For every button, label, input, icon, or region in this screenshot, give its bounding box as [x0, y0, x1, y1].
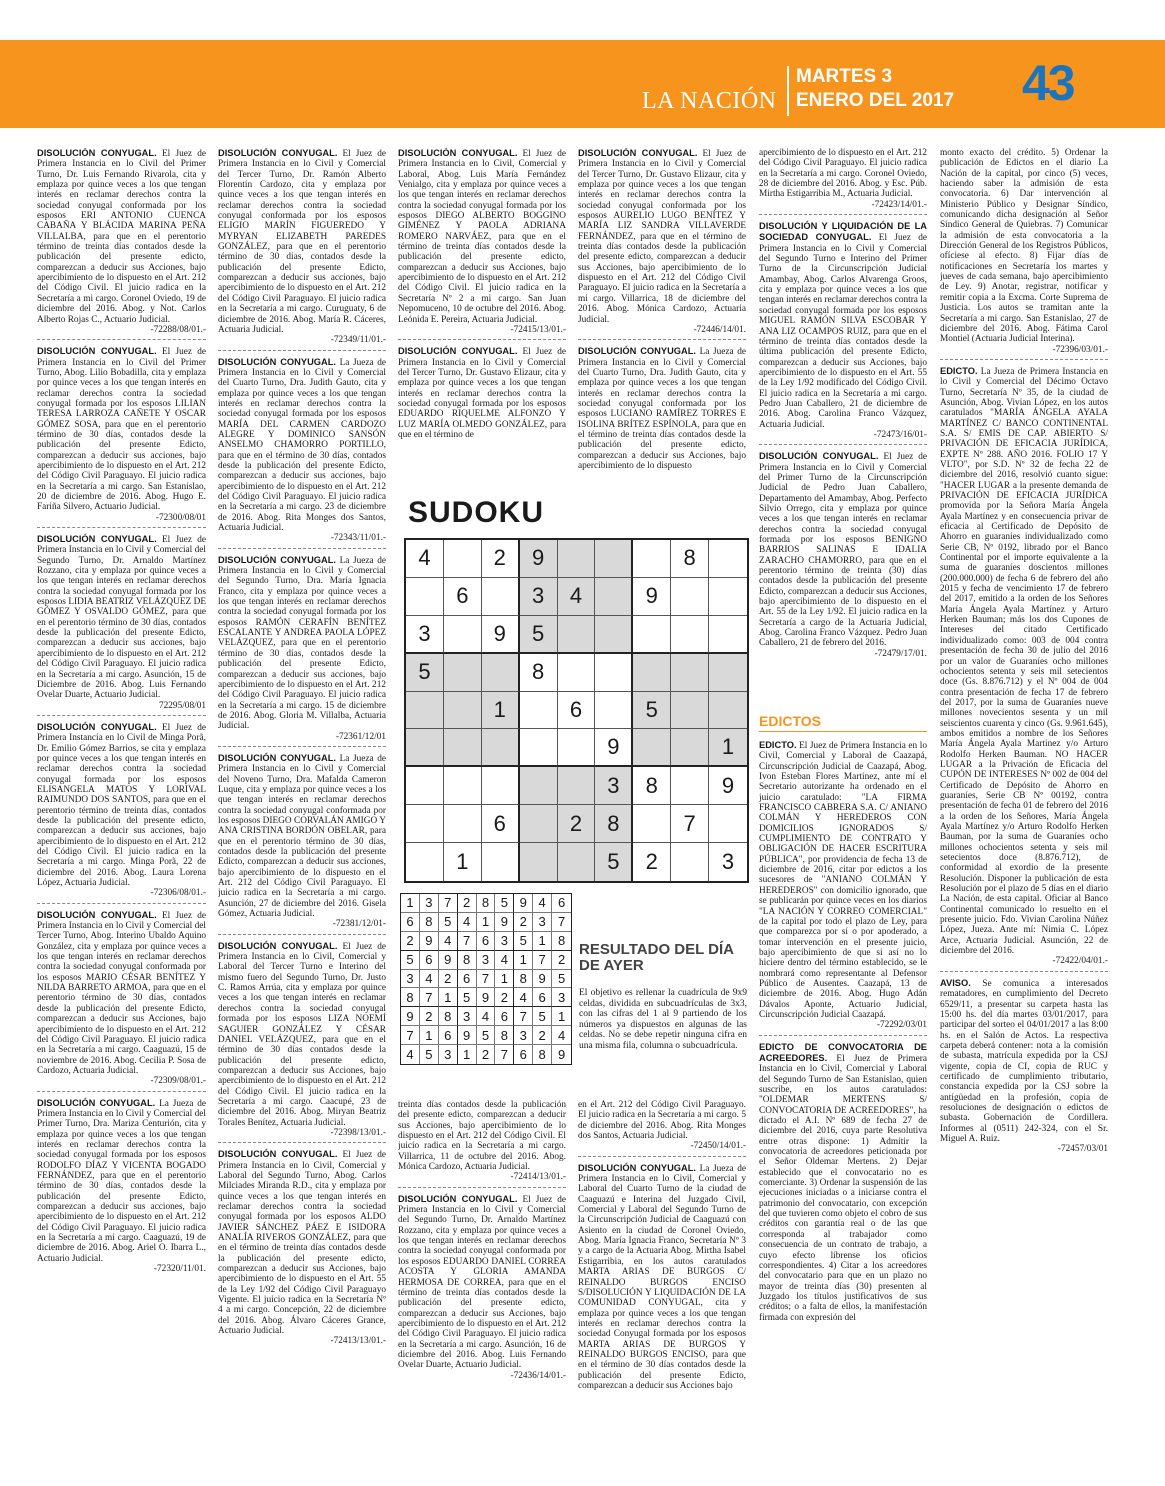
sudoku-cell: [482, 654, 520, 692]
notice-reference: -72423/14/01.-: [871, 199, 927, 210]
notice-text: Se comunica a interesados rematadores, en cumplimiento del Decreto 6529/11, a presentar su carpeta hasta las 15:00 hs. del día martes 03/01/2017, para participar del sorteo el 04/01/2017 a las 8:00 hs. en el Salón de Actos. La respectiva carpeta deberá contener: nota a la comisión de subasta, matrícula expedida por la CSJ vigente, copia de CI, copia de RUC y certificado de cumplimiento tributario, constancia expedida por la CSJ sobre la antigüedad en la profesión, copia de resoluciones de designación o edictos de subasta. Gobernación de Cordillera. Informes al (0511) 242-324, con el Sr. Miguel A. Ruiz.: [940, 978, 1108, 1144]
sudoku-cell: 1: [709, 729, 747, 767]
solution-cell: 1: [514, 951, 533, 970]
solution-cell: 2: [458, 894, 477, 913]
notice: [398, 1194, 566, 1385]
solution-cell: 1: [458, 1045, 477, 1064]
notice: [37, 910, 206, 1092]
sudoku-cell: [595, 692, 633, 730]
solution-cell: 7: [552, 913, 571, 932]
notice-text: El Juez de Primera Instancia en lo Civil de Minga Porã, Dr. Emilio Gómez Barrios, se cita y emplaza por quince veces a los que tengan interés en reclamar derechos contra la sociedad conyugal formada por los esposos ELISANGELA MATOS Y LORIVAL RAIMUNDO DOS SANTOS, para que en el perentorio término de treinta días, contados desde la publicación del presente edicto, comparezcan a deducir sus acciones, bajo apercibimiento de lo dispuesto en el Art. 212 del Código Civil. El juicio radica en la Secretaría a mi cargo. Minga Porã, 22 de diciembre del 2016. Abog. Laura Lorena López, Actuaria Judicial.: [37, 722, 206, 889]
sudoku-cell: [671, 767, 709, 805]
sudoku-cell: [671, 654, 709, 692]
notice-heading: AVISO.: [940, 977, 971, 988]
sudoku-cell: 6: [444, 578, 482, 616]
notice-heading: DISOLUCIÓN CONYUGAL.: [37, 346, 157, 357]
notice-reference: -72450/14/01.-: [690, 1141, 746, 1152]
sudoku-cell: [482, 843, 520, 881]
notice-text: El Juez de Primera Instancia en lo Civil y Comercial del Tercer Turno, Dr. Gustavo Elizaur, cita y emplaza por quince veces a los que tengan interés en reclamar derechos contra la sociedad conyugal conformada por los esposos AURELIO LUGO BENÍTEZ Y MARÍA LIZ SANDRA VILLAVERDE FERNÁNDEZ, para que en el término de treinta días contados desde la publicación del presente edicto, comparezcan a deducir sus Acciones, bajo apercibimiento de lo dispuesto en el Art. 212 del Código Civil Paraguayo. El juicio radica en la Secretaría a mi cargo. Villarrica, 18 de diciembre del 2016. Abog. Mónica Cardozo, Actuaria Judicial.: [578, 149, 746, 325]
notice: [940, 366, 1108, 972]
solution-cell: 1: [533, 932, 552, 951]
notice-reference: -72422/04/01.-: [1052, 956, 1108, 967]
solution-cell: 3: [533, 913, 552, 932]
sudoku-cell: [709, 540, 747, 578]
notice-heading: DISOLUCIÓN CONYUGAL.: [398, 346, 518, 357]
solution-cell: 6: [439, 1026, 458, 1045]
sudoku-cell: [444, 616, 482, 654]
sudoku-instructions: El objetivo es rellenar la cuadrícula de 9x9 celdas, dividida en subcuadrículas de 3x3, con las cifras del 1 al 9 partiendo de los números ya dispuestos en algunas de las celdas. No se debe repetir ninguna cifra en una misma fila, columna o subcuadrícula.: [579, 988, 747, 1051]
notice: [218, 357, 386, 549]
notice-text: en el Art. 212 del Código Civil Paraguayo. El juicio radica en la Secretaría a mi cargo. 5 de diciembre del 2016. Abog. Rita Monges dos Santos, Actuaria Judicial.: [578, 1100, 746, 1142]
notice-heading: DISOLUCIÓN CONYUGAL.: [37, 148, 157, 158]
sudoku-cell: [520, 767, 558, 805]
notice: [218, 753, 386, 935]
sudoku-cell: [671, 729, 709, 767]
notice-text: El Juez de Primera Instancia en lo Civil, Comercial y Laboral de Caazapá, Circunscripción Judicial de Caazapá, Abog. Ivon Esteban Flores Martínez, ante mí el Secretario autorizante ha ordenado en el juicio caratulado: "LA FIRMA FRANCISCO CABRERA S.A. C/ ANIANO COLMÁN Y HEREDEROS CON DOMICILIOS IGNORADOS S/ CUMPLIMIENTO DE CONTRATO Y OBLIGACIÓN DE HACER ESCRITURA PÚBLICA", por providencia de fecha 13 de diciembre de 2016, citar por edictos a los sucesores de "ANIANO COLMÁN Y HEREDEROS" con domicilio ignorado, que se publicarán por quince veces en los diarios "LA NACIÓN Y CORREO COMERCIAL" de la capital por todo el plazo de Ley, para que comparezca por sí o por apoderado, a tomar intervención en el presente juicio, bajo apercibimiento de que si así no lo hiciere dentro del término establecido, se le nombrará como representante al Defensor Público de Ausentes. Caazapá, 13 de diciembre de 2016. Abog. Hugo Adán Dávalos Aponte, Actuario Judicial, Circunscripción Judicial Caazapá.: [759, 741, 927, 1020]
notice-reference: -72415/13/01.-: [510, 324, 566, 335]
solution-cell: 3: [514, 1026, 533, 1045]
notice: [218, 555, 386, 747]
notice-heading: DISOLUCIÓN CONYUGAL.: [218, 1149, 338, 1160]
notice: [37, 1098, 206, 1279]
notice-heading: DISOLUCIÓN CONYUGAL.: [218, 148, 338, 158]
sudoku-cell: 3: [709, 843, 747, 881]
solution-cell: 3: [420, 894, 439, 913]
notice-reference: -72309/08/01.-: [150, 1076, 206, 1087]
notice-text: El Juez de Primera Instancia en lo Civil del Primer Turno, Dr. Luis Fernando Rivarola, cita y emplaza por quince veces a los que tengan interés en reclamar derechos contra la sociedad conyugal conformada por los esposos ERI ANTONIO CUENCA CABAÑA Y BLÁCIDA MARINA PEÑA VILLALBA, para que en el perentorio término de treinta días contados desde la publicación del presente edicto, comparezcan a deducir sus Acciones, bajo apercibimiento de lo dispuesto en el Art. 212 del Código Civil. El juicio radica en la Secretaría a mi cargo. Coronel Oviedo, 19 de diciembre del 2016. Abog. y Not. Carlos Alberto Rojas C., Actuario Judicial.: [37, 149, 206, 325]
notice: [759, 451, 927, 663]
solution-cell: 5: [533, 1007, 552, 1026]
notice-reference: -72396/03/01.-: [1052, 344, 1108, 355]
sudoku-cell: 9: [595, 729, 633, 767]
sudoku-solution-grid: [400, 893, 572, 1065]
sudoku-cell: [520, 843, 558, 881]
notice-heading: DISOLUCIÓN CONYUGAL.: [578, 148, 698, 158]
notice-heading: DISOLUCIÓN CONYUGAL.: [37, 1097, 156, 1108]
notice-text: treinta días contados desde la publicación del presente edicto, comparezcan a deducir sus Acciones, bajo apercibimiento de lo dispuesto en el Art. 212 del Código Civil. El juicio radica en la Secretaría a mi cargo. Villarrica, 11 de octubre del 2016. Abog. Mónica Cardozo, Actuaria Judicial.: [398, 1100, 566, 1173]
sudoku-cell: [595, 578, 633, 616]
notice-reference: -72361/12/01: [335, 731, 386, 742]
sudoku-cell: 8: [633, 767, 671, 805]
notice: [578, 148, 746, 340]
notice-reference: -72479/17/01.: [874, 648, 927, 659]
column-2: [218, 148, 386, 1448]
edictos-section: [759, 713, 927, 1453]
sudoku-cell: [633, 729, 671, 767]
sudoku-cell: [633, 654, 671, 692]
sudoku-cell: [709, 654, 747, 692]
sudoku-cell: 8: [520, 654, 558, 692]
solution-cell: 4: [401, 1045, 420, 1064]
solution-cell: 1: [552, 1007, 571, 1026]
sudoku-cell: [558, 616, 596, 654]
sudoku-cell: [482, 578, 520, 616]
notice-heading: DISOLUCIÓN Y LIQUIDACIÓN DE LA SOCIEDAD CONYUGAL.: [759, 221, 927, 243]
solution-cell: 2: [552, 951, 571, 970]
notice-reference: -72320/11/01.: [153, 1264, 206, 1275]
notice-reference: -72306/08/01.-: [150, 888, 206, 899]
sudoku-cell: [406, 729, 444, 767]
solution-cell: 6: [552, 894, 571, 913]
sudoku-cell: 1: [482, 692, 520, 730]
solution-cell: 2: [420, 1007, 439, 1026]
notice-reference: 72295/08/01: [158, 700, 206, 711]
date-line-2: ENERO DEL 2017: [796, 90, 955, 111]
solution-cell: 4: [533, 894, 552, 913]
sudoku-cell: [671, 616, 709, 654]
solution-cell: 8: [458, 951, 477, 970]
notice-heading: DISOLUCIÓN CONYUGAL.: [37, 534, 157, 545]
solution-cell: 1: [439, 988, 458, 1007]
solution-cell: 4: [495, 951, 514, 970]
sudoku-cell: [520, 729, 558, 767]
solution-cell: 1: [477, 913, 496, 932]
sudoku-cell: 5: [520, 616, 558, 654]
edictos-list: [759, 740, 927, 1327]
notice-text: El Juez de Primera Instancia en lo Civil, Comercial y Laboral del Tercer Turno e Interino del mismo fuero del Segundo Turno, Dr. Justo C. Ramos Arrúa, cita y emplaza por quince veces a los que tengan interés en reclamar derechos contra la sociedad conyugal formada por los esposos LIZA NOEMÍ SAGUIER GONZÁLEZ Y CÉSAR DANIEL VELÁZQUEZ, para que en el término de 30 días contados desde la publicación del presente edicto, comparezcan a deducir sus Acciones, bajo apercibimiento de lo dispuesto en el Art. 212 del Código Civil. El juicio radica en la Secretaría a mi cargo. Caacupé, 23 de diciembre del 2016. Abog. Miryan Beatriz Torales Benítez, Actuaria Judicial.: [218, 941, 386, 1128]
sudoku-cell: 2: [558, 805, 596, 843]
notice: [398, 1100, 566, 1188]
sudoku-cell: 1: [444, 843, 482, 881]
solution-cell: 3: [401, 970, 420, 989]
sudoku-cell: [558, 729, 596, 767]
sudoku-cell: [671, 843, 709, 881]
solution-cell: 9: [514, 894, 533, 913]
sudoku-cell: [444, 767, 482, 805]
column-4-bottom: [578, 1100, 746, 1455]
solution-cell: 7: [514, 1007, 533, 1026]
notice-text: El Juez de Primera Instancia en lo Civil y Comercial del Segundo Turno, Dr. Arnaldo Martínez Rozzano, cita y emplaza por quince veces a los que tengan interés en reclamar derechos contra la sociedad conyugal formada por los esposos LIDIA BEATRIZ VELÁZQUEZ DE GÓMEZ Y OSVALDO GÓMEZ, para que en el perentorio término de 30 días, contados desde la publicación del presente Edicto, comparezcan a deducir sus acciones, bajo apercibimiento de lo dispuesto en el Art. 212 del Código Civil Paraguayo. El juicio radica en la Secretaría a mi cargo. Asunción, 15 de Diciembre de 2016. Abog. Luis Fernando Ovelar Duarte, Actuario Judicial.: [37, 535, 206, 701]
column-4-top: [578, 148, 746, 488]
notice: [759, 740, 927, 1036]
solution-cell: 9: [439, 951, 458, 970]
notice-text: monto exacto del crédito. 5) Ordenar la publicación de Edictos en el diario La Nación de la capital, por cinco (5) veces, haciendo saber la admisión de esta convocatoria. 6) Dar intervención al Ministerio Público y Designar Síndico, comunicando dicha designación al Señor Síndico General de Quiebras. 7) Comunicar la admisión de esta convocatoria a la Dirección General de los Registros Públicos, ofíciese al efecto. 8) Fijar días de notificaciones en Secretaría los martes y jueves de cada semana, bajo apercibimiento de Ley. 9) Anotar, registrar, notificar y remitir copia a la Excma. Corte Suprema de Justicia. Los autos se tramitan ante la Secretaría a mi cargo. San Estanislao, 27 de diciembre del 2016. Abog. Fátima Carol Montiel (Actuaria Judicial Interina).: [940, 148, 1108, 345]
notice-text: El Juez de Primera Instancia en lo Civil y Comercial del Tercer Turno, Abog. Interino Ubaldo Aquino González, cita y emplaza por quince veces a los que tengan interés en reclamar derechos contra la sociedad conyugal conformada por los esposos MARIO CÉSAR BENÍTEZ Y NILDA BARRETO ARMOA, para que en el perentorio término de 30 días, contados desde la publicación del presente Edicto, comparezcan a deducir sus Acciones, bajo apercibimiento de lo dispuesto en el Art. 212 del Código Civil Paraguayo. El juicio radica en la Secretaría a mi cargo. Caaguazú, 15 de noviembre de 2016. Abog. Cecilia P. Sosa de Cardozo, Actuaria Judicial.: [37, 910, 206, 1076]
sudoku-cell: [671, 578, 709, 616]
solution-cell: 9: [495, 913, 514, 932]
solution-cell: 9: [557, 1047, 566, 1063]
notice-heading: DISOLUCIÓN CONYUGAL.: [218, 940, 338, 951]
solution-cell: 6: [458, 970, 477, 989]
sudoku-cell: [595, 654, 633, 692]
notice: [940, 978, 1108, 1159]
sudoku-cell: [406, 578, 444, 616]
solution-cell: 3: [477, 951, 496, 970]
solution-cell: 7: [420, 988, 439, 1007]
solution-cell: 7: [495, 1045, 514, 1064]
solution-cell: 2: [439, 970, 458, 989]
solution-cell: 8: [533, 1045, 552, 1064]
notice-text: La Jueza de Primera Instancia en lo Civil y Comercial del Cuarto Turno, Dra. Judith Gauto, cita y emplaza por quince veces a los que tengan interés en reclamar derechos contra la sociedad conyugal conformada por los esposos LUCIANO RAMÍREZ TORRES E ISOLINA BRÍTEZ ESPÍNOLA, para que en el término de treinta días contados desde la publicación del presente edicto, comparezcan a deducir sus Acciones, bajo apercibimiento de lo dispuesto: [578, 347, 746, 471]
sudoku-cell: [633, 540, 671, 578]
sudoku-cell: [633, 616, 671, 654]
sudoku-cell: [558, 654, 596, 692]
sudoku-cell: [482, 729, 520, 767]
notice: [218, 1149, 386, 1351]
solution-cell: 4: [439, 932, 458, 951]
notice-heading: DISOLUCIÓN CONYUGAL.: [218, 752, 336, 763]
notice: [759, 148, 927, 215]
solution-cell: 3: [495, 932, 514, 951]
solution-cell: 8: [495, 1026, 514, 1045]
sudoku-cell: 5: [595, 843, 633, 881]
notice-heading: EDICTO.: [759, 740, 797, 750]
solution-cell: 6: [495, 1007, 514, 1026]
solution-cell: 5: [514, 932, 533, 951]
solution-cell: 6: [514, 1045, 533, 1064]
notice: [218, 148, 386, 351]
notice-text: La Jueza de Primera Instancia en lo Civil y Comercial del Segundo Turno, Dra. María Ignacia Franco, cita y emplaza por quince veces a los que tengan interés en reclamar derechos contra la sociedad conyugal formada por los esposos RAMÓN CERAFÍN BENÍTEZ ESCALANTE Y ANDREA PAOLA LÓPEZ VELÁZQUEZ, para que en el perentorio término de 30 días, contados desde la publicación del presente Edicto, comparezcan a deducir sus acciones, bajo apercibimiento de lo dispuesto en el Art. 212 del Código Civil Paraguayo. El juicio radica en la Secretaría a mi cargo. 15 de diciembre de 2016. Abog. Gloria M. Villalba, Actuaria Judicial.: [218, 555, 386, 732]
column-5: [759, 148, 927, 708]
notice: [940, 148, 1108, 360]
newspaper-brand: LA NACIÓN: [642, 88, 777, 114]
solution-cell: 3: [458, 1007, 477, 1026]
notice-heading: DISOLUCIÓN CONYUGAL.: [578, 1162, 696, 1173]
solution-cell: 9: [420, 932, 439, 951]
notice-heading: DISOLUCIÓN CONYUGAL.: [37, 721, 157, 732]
page-header: [0, 40, 1165, 128]
notice-text: El Juez de Primera Instancia en lo Civil y Comercial del Tercer Turno, Dr. Gustavo Elizaur, cita y emplaza por quince veces a los que tengan interés en reclamar derechos contra la sociedad conyugal formada por los esposos EDUARDO RIQUELME ALFONZO Y LUZ MARÍA OLMEDO GONZÁLEZ, para que en el término de: [398, 347, 566, 440]
notice-text: El Juez de Primera Instancia en lo Civil, Comercial y Laboral del Segundo Turno de San Estanislao, quien suscribe, en los autos caratulados: "OLDEMAR MERTENS S/ CONVOCATORIA DE ACREEDORES", ha dictado el A.I. Nº 689 de fecha 27 de diciembre del 2016, cuya parte Resolutiva entre otras dispone: 1) Admitir la convocatoria de acreedores peticionada por el Señor Oldemar Mertens. 2) Dejar establecido que el convocatario no es comerciante. 3) Ordenar la suspensión de las ejecuciones iniciadas o a iniciarse contra el patrimonio del convocatario, con excepción del que tuvieren como objeto el cobro de sus créditos con garantía real o de las que corresponda al trabajador como consecuencia de un contrato de trabajo, a cuyo efecto líbrense los oficios correspondientes. 4) Citar a los acreedores del convocatario para que en un plazo no mayor de treinta días (30) presenten al Juzgado los títulos justificativos de sus créditos; o a falta de ellos, la manifestación firmada con expresión del: [759, 1053, 927, 1323]
sudoku-cell: [444, 805, 482, 843]
sudoku-cell: [406, 692, 444, 730]
date-line-1: MARTES 3: [796, 66, 893, 87]
sudoku-cell: 6: [558, 692, 596, 730]
notice-text: El Juez de Primera Instancia en lo Civil y Comercial del Segundo Turno, Dr. Arnaldo Martínez Rozzano, cita y emplaza por quince veces a los que tengan interés en reclamar derechos contra la sociedad conyugal conformada por los esposos EDUARDO DANIEL CORREA ACOSTA Y GLORIA AMANDA HERMOSA DE CORREA, para que en el término de treinta días contados desde la publicación del presente edicto, comparezcan a deducir sus Acciones, bajo apercibimiento de lo dispuesto en el Art. 212 del Código Civil Paraguayo. El juicio radica en la Secretaría a mi cargo. Asunción, 16 de diciembre del 2016. Abog. Luis Fernando Ovelar Duarte, Actuario Judicial.: [398, 1194, 566, 1371]
edictos-heading: EDICTOS: [759, 713, 927, 732]
sudoku-cell: 6: [482, 805, 520, 843]
sudoku-cell: [633, 805, 671, 843]
notice-reference: -72473/16/01-: [873, 429, 927, 440]
notice-heading: DISOLUCIÓN CONYUGAL.: [37, 909, 157, 920]
sudoku-cell: [520, 805, 558, 843]
notice: [578, 1100, 746, 1157]
sudoku-grid: [404, 538, 749, 883]
solution-cell: 5: [401, 951, 420, 970]
header-divider: [787, 66, 789, 116]
sudoku-cell: [406, 843, 444, 881]
notice: [398, 148, 566, 340]
sudoku-cell: [558, 767, 596, 805]
notice: [578, 346, 746, 475]
sudoku-cell: 3: [520, 578, 558, 616]
solution-cell: 9: [458, 1026, 477, 1045]
solution-cell: 8: [477, 894, 496, 913]
notice-heading: DISOLUCIÓN CONYUGAL.: [398, 1193, 518, 1204]
solution-cell: 5: [420, 1045, 439, 1064]
notice-reference: -72292/03/01: [876, 1020, 927, 1031]
sudoku-cell: [406, 805, 444, 843]
solution-cell: 5: [495, 894, 514, 913]
solution-cell: 4: [458, 913, 477, 932]
notice-text: La Jueza de Primera Instancia en lo Civil y Comercial del Primer Turno, Dra. Mariza Centurión, cita y emplaza por quince veces a los que tengan interés en reclamar derechos contra la sociedad conyugal formada por los esposos RODOLFO DÍAZ Y VICENTA BOGADO FERNÁNDEZ, para que en el perentorio término de 30 días, contados desde la publicación del presente Edicto, comparezcan a deducir sus acciones, bajo apercibimiento de lo dispuesto en el Art. 212 del Código Civil Paraguayo. El juicio radica en la Secretaría a mi cargo. Caaguazú, 19 de diciembre de 2016. Abog. Ariel O. Ibarra L., Actuario Judicial.: [37, 1098, 206, 1264]
notice-reference: -72413/13/01.-: [330, 1336, 386, 1347]
column-3-bottom: [398, 1100, 566, 1455]
notice: [398, 346, 566, 444]
sudoku-cell: [444, 654, 482, 692]
notice-heading: DISOLUCIÓN CONYUGAL.: [578, 346, 696, 357]
sudoku-cell: 7: [671, 805, 709, 843]
solution-cell: 6: [533, 988, 552, 1007]
solution-cell: 5: [552, 970, 571, 989]
notice: [37, 346, 206, 528]
sudoku-cell: 4: [406, 540, 444, 578]
sudoku-cell: 2: [633, 843, 671, 881]
solution-cell: 1: [420, 1026, 439, 1045]
notice-heading: EDICTO.: [940, 365, 978, 376]
notice-text: apercibimiento de lo dispuesto en el Art. 212 del Código Civil Paraguayo. El juicio radica en la Secretaría a mi cargo. Coronel Oviedo, 28 de diciembre del 2016. Abog. y Esc. Púb. Mirtha Estigarribia M., Actuaria Judicial.: [759, 148, 927, 200]
sudoku-cell: [444, 729, 482, 767]
sudoku-cell: [595, 616, 633, 654]
notice: [37, 148, 206, 340]
solution-cell: 8: [420, 913, 439, 932]
solution-cell: 8: [552, 932, 571, 951]
solution-cell: 8: [439, 1007, 458, 1026]
sudoku-cell: [671, 692, 709, 730]
notice-text: El Juez de Primera Instancia en lo Civil, Comercial y Laboral del Segundo Turno, Abog. Carlos Milciades Miranda R.D., cita y emplaza por quince veces a los que tengan interés en reclamar derechos contra la sociedad conyugal formada por los esposos ALDO JAVIER SÁNCHEZ PÁEZ E ISIDORA ANALÍA RIVEROS GONZÁLEZ, para que en el término de treinta días contados desde la publicación del presente edicto, comparezcan a deducir sus Acciones, bajo apercibimiento de lo dispuesto en el Art. 55 de la Ley 1/92 del Código Civil Paraguayo Vigente. El juicio radica en la Secretaría Nº 4 a mi cargo. Concepción, 22 de diciembre del 2016. Abog. Álvaro Cáceres Grance, Actuario Judicial.: [218, 1150, 386, 1337]
notice-heading: DISOLUCIÓN CONYUGAL.: [218, 356, 336, 367]
sudoku-cell: 3: [595, 767, 633, 805]
solution-cell: 5: [458, 988, 477, 1007]
notice-heading: DISOLUCIÓN CONYUGAL.: [398, 148, 518, 158]
sudoku-cell: [520, 692, 558, 730]
solution-cell: 1: [401, 894, 420, 913]
notice-text: El Juez de Primera Instancia en lo Civil y Comercial del Segundo Turno e Interino del Primer Turno de la Circunscripción Judicial Amambay, Abog. Carlos Alvarenga Groos, cita y emplaza por quince veces a los que tengan interés en reclamar derechos contra la sociedad conyugal formada por los esposos MIGUEL RAMÓN SILVA ESCOBAR Y ANA LIZ OCAMPOS RUIZ, para que en el término de treinta días contados desde la última publicación del presente Edicto, comparezcan a deducir sus Acciones, bajo apercibimiento de lo dispuesto en el Art. 55 de la Ley 1/92 modificado del Código Civil. El juicio radica en la Secretaría a mi cargo. Pedro Juan Caballero, 21 de diciembre de 2016. Abog. Carolina Franco Vázquez, Actuaria Judicial.: [759, 233, 927, 430]
result-title: RESULTADO DEL DÍA DE AYER: [579, 941, 734, 974]
solution-cell: 3: [552, 988, 571, 1007]
solution-cell: 2: [514, 913, 533, 932]
solution-cell: 4: [477, 1007, 496, 1026]
column-3-top: [398, 148, 566, 488]
sudoku-cell: [444, 540, 482, 578]
notice-reference: -72300/08/01: [155, 512, 206, 523]
notice-text: El Juez de Primera Instancia en lo Civil y Comercial del Tercer Turno, Dr. Ramón Alberto Florentín Cardozo, cita y emplaza por quince veces a los que tengan interés en reclamar derechos contra la sociedad conyugal conformada por los esposos ELIGIO MARÍN FIGUEREDO Y MYRYAN ELIZABETH PAREDES GONZÁLEZ, para que en el perentorio término de 30 días, contados desde la publicación del presente Edicto, comparezcan a deducir sus acciones, bajo apercibimiento de lo dispuesto en el Art. 212 del Código Civil Paraguayo. El juicio radica en la Secretaría a mi cargo. Curuguaty, 6 de diciembre de 2016. Abog. María R. Cáceres, Actuaria Judicial.: [218, 149, 386, 335]
sudoku-title: SUDOKU: [408, 496, 545, 529]
notice-text: El Juez de Primera Instancia en lo Civil, Comercial y Laboral, Abog. Luis María Fernández Venialgo, cita y emplaza por quince veces a los que tengan interés en reclamar derechos contra la sociedad conyugal formada por los esposos DIEGO ALBERTO BOGGINO GIMÉNEZ Y PAOLA ADRIANA ROMERO NARVÁEZ, para que en el término de treinta días contados desde la publicación del presente edicto, comparezcan a deducir sus Acciones, bajo apercibimiento de lo dispuesto en el Art. 212 del Código Civil. El juicio radica en la Secretaría Nº 2 a mi cargo. San Juan Nepomuceno, 10 de octubre del 2016. Abog. Leónida E. Pereira, Actuaria Judicial.: [398, 149, 566, 325]
sudoku-cell: 9: [520, 540, 558, 578]
solution-cell: 7: [401, 1026, 420, 1045]
notice-heading: DISOLUCIÓN CONYUGAL.: [218, 554, 336, 565]
sudoku-cell: [406, 767, 444, 805]
notice-reference: -72381/12/01-: [332, 919, 386, 930]
solution-cell: 7: [458, 932, 477, 951]
notice-reference: -72343/11/01.-: [330, 533, 386, 544]
sudoku-cell: 9: [709, 767, 747, 805]
notice: [578, 1163, 746, 1396]
column-6: [940, 148, 1108, 1453]
solution-cell: 8: [514, 970, 533, 989]
sudoku-cell: [709, 692, 747, 730]
notice: [759, 221, 927, 445]
notice-text: La Jueza de Primera Instancia en lo Civil y Comercial del Décimo Octavo Turno, Secretaría Nº 35, de la ciudad de Asunción, Abog. Vivian López, en los autos caratulados "MARÍA ÁNGELA AYALA MARTÍNEZ C/ BANCO CONTINENTAL S.A. S/ EMIS DE CAP. ABIERTO S/ PRIVACIÓN DE EFICACIA JURÍDICA, EXPTE Nº 288. AÑO 2016. FOLIO 17 Y VLTO", por S.D. Nº 32 de fecha 22 de diciembre del 2016, resolvió cuanto sigue: "HACER LUGAR a la presente demanda de PRIVACIÓN DE EFICACIA JURÍDICA promovida por la Señora María Ángela Ayala Martínez y en consecuencia privar de eficacia al Certificado de Depósito de Ahorro en guaraníes individualizado como Serie CB, Nº 0192, librado por el Banco Continental por el importe equivalente a la suma de guaraníes doscientos millones (200.000.000) de fecha 6 de febrero del año 2015 y fecha de vencimiento 17 de febrero del 2017, emitido a la orden de los Señores María Ángela Ayala Martínez y Arturo Herken Bauman; más los dos Cupones de Intereses del citado Certificado individualizado como: 003 de 004 contra presentación de fecha 30 de julio del 2016 por un valor de Guaraníes ocho millones ochocientos setenta y seis mil setecientos doce (Gs. 8.876.712) y el Nº 004 de 004 contra presentación de fecha 17 de febrero del 2017, por la suma de Guaraníes nueve millones novecientos sesenta y un mil seiscientos cuarenta y cinco (Gs. 9.961.645), ambos emitidos a nombre de los Señores María Ángela Ayala Martínez y/o Arturo Rodolfo Herken Bauman. NO HACER LUGAR a la Privación de Eficacia del CUPÓN DE INTERESES Nº 002 de 004 del Certificado de Depósito de Ahorro en guaraníes, Serie CB Nº 00192, contra presentación de fecha 01 de febrero del 2016 a la orden de los Señores, María Ángela Ayala Martínez y/o Arturo Rodolfo Herken Bauman, por la suma de Guaraníes ocho millones ochocientos setenta y seis mil setecientos doce (8.876.712), de conformidad al exordio de la presente Resolución. Disponer la publicación de esta Resolución por el plazo de 5 días en el diario La Nación, de esta capital. Oficiar al Banco Continental comunicado lo resuelto en el presente juicio. Fdo. Vivian Carolina Núñez López, Jueza. Ante mí: Nimia C. López Arce, Actuaria Judicial. Asunción, 22 de diciembre del 2016.: [940, 366, 1108, 957]
notice-reference: -72446/14/01.: [693, 324, 746, 335]
notice-text: La Jueza de Primera Instancia en lo Civil y Comercial del Cuarto Turno, Dra. Judith Gauto, cita y emplaza por quince veces a los que tengan interés en reclamar derechos contra la sociedad conyugal formada por los esposos MARÍA DEL CARMEN CARDOZO ALEGRE Y DOMINICO SANSÓN ANSELMO CHAMORRO PORTILLO, para que en el término de 30 días, contados desde la publicación del presente Edicto, comparezcan a deducir sus acciones, bajo apercibimiento de lo dispuesto en el Art. 212 del Código Civil Paraguayo. El juicio radica en la Secretaría a mi cargo. 23 de diciembre de 2016. Abog. Rita Monges dos Santos, Actuaria Judicial.: [218, 357, 386, 534]
solution-cell: 9: [401, 1007, 420, 1026]
notice-reference: -72436/14/01.-: [510, 1370, 566, 1381]
sudoku-cell: 3: [406, 616, 444, 654]
notice-text: La Jueza de Primera Instancia en lo Civil y Comercial del Noveno Turno, Dra. Mafalda Cameron Luque, cita y emplaza por quince veces a los que tengan interés en reclamar derechos contra la sociedad conyugal conformada por los esposos DIEGO CORVALÁN AMIGO Y ANA CRISTINA BORDÓN OBELAR, para que en el perentorio término de 30 días, contados desde la publicación del presente Edicto, comparezcan a deducir sus acciones, bajo apercibimiento de lo dispuesto en el Art. 212 del Código Civil Paraguayo. El juicio radica en la Secretaría a mi cargo. Asunción, 27 de diciembre del 2016. Gisela Gómez, Actuaria Judicial.: [218, 753, 386, 920]
solution-cell: 3: [439, 1045, 458, 1064]
solution-cell: 6: [420, 951, 439, 970]
solution-cell: 4: [552, 1026, 571, 1045]
notice-reference: -72457/03/01: [1057, 1144, 1108, 1155]
notice-heading: DISOLUCIÓN CONYUGAL.: [759, 451, 879, 462]
sudoku-cell: 5: [633, 692, 671, 730]
notice-reference: -72288/08/01.-: [150, 324, 206, 335]
notice: [218, 941, 386, 1144]
solution-cell: 9: [477, 988, 496, 1007]
solution-cell: 4: [420, 970, 439, 989]
solution-cell: 2: [495, 988, 514, 1007]
solution-cell: 5: [439, 913, 458, 932]
solution-cell: 2: [477, 1045, 496, 1064]
solution-cell: 9: [533, 970, 552, 989]
solution-cell: 1: [495, 970, 514, 989]
column-1: [37, 148, 206, 1448]
sudoku-cell: 8: [671, 540, 709, 578]
solution-cell: 4: [514, 988, 533, 1007]
solution-cell: 5: [477, 1026, 496, 1045]
notice: [37, 534, 206, 716]
sudoku-cell: 9: [633, 578, 671, 616]
notice-text: El Juez de Primera Instancia en lo Civil y Comercial del Primer Turno de la Circunscripción Judicial de Pedro Juan Caballero, Departamento del Amambay, Abog. Perfecto Silvio Orrego, cita y emplaza por quince veces a los que tengan interés en reclamar derechos contra la sociedad conyugal formada por los esposos BENIGNO BARRIOS SALINAS E IDALIA ZARACHO CHAMORRO, para que en el perentorio término de treinta (30) días contados desde la publicación del presente Edicto, comparezcan a deducir sus Acciones, bajo apercibimiento de lo dispuesto en el Art. 55 de la Ley 1/92. El juicio radica en la Secretaría a cargo de la Actuaria Judicial, Abog. Carolina Franco Vázquez. Pedro Juan Caballero, 21 de febrero del 2016.: [759, 452, 927, 649]
solution-cell: 7: [477, 970, 496, 989]
notice-text: El Juez de Primera Instancia en lo Civil del Primer Turno, Abog. Lilio Bobadilla, cita y emplaza por quince veces a los que tengan interés en reclamar derechos contra la sociedad conyugal formada por los esposos LILIAN TERESA LARROZA CAÑETE Y OSCAR GÓMEZ SOSA, para que en el perentorio término de 30 días, contados desde la publicación del presente Edicto, comparezcan a deducir sus acciones, bajo apercibimiento de lo dispuesto en el Art. 212 del Código Civil Paraguayo. El juicio radica en la Secretaría a mi cargo. San Estanislao, 20 de diciembre de 2016. Abog. Hugo E. Fariña Silvero, Actuario Judicial.: [37, 347, 206, 513]
solution-cell: 6: [477, 932, 496, 951]
notice-reference: -72414/13/01.-: [510, 1172, 566, 1183]
sudoku-cell: [709, 805, 747, 843]
sudoku-cell: [595, 540, 633, 578]
sudoku-cell: [482, 767, 520, 805]
solution-cell: 2: [533, 1026, 552, 1045]
solution-cell: 7: [533, 951, 552, 970]
sudoku-cell: [709, 616, 747, 654]
solution-cell: 6: [401, 913, 420, 932]
notice: [37, 722, 206, 904]
sudoku-cell: [558, 540, 596, 578]
sudoku-cell: [709, 578, 747, 616]
notice: [759, 1042, 927, 1327]
solution-cell: 2: [401, 932, 420, 951]
page-number: 43: [1022, 55, 1074, 111]
sudoku-cell: [558, 843, 596, 881]
sudoku-cell: 5: [406, 654, 444, 692]
sudoku-cell: 2: [482, 540, 520, 578]
sudoku-cell: 9: [482, 616, 520, 654]
sudoku-cell: 4: [558, 578, 596, 616]
solution-cell: 7: [439, 894, 458, 913]
solution-cell: 8: [401, 988, 420, 1007]
notice-reference: -72398/13/01.-: [330, 1127, 386, 1138]
notice-reference: -72349/11/01.-: [330, 335, 386, 346]
notice-heading: EDICTO DE CONVOCATORIA DE ACREEDORES.: [759, 1041, 927, 1063]
sudoku-cell: 8: [595, 805, 633, 843]
sudoku-cell: [444, 692, 482, 730]
notice-text: La Jueza de Primera Instancia en lo Civil, Comercial y Laboral del Cuarto Turno de la ciudad de Caaguazú e Interina del Juzgado Civil, Comercial y Laboral del Segundo Turno de la Circunscripción Judicial de Caaguazú con Asiento en la ciudad de Coronel Oviedo, Abog. María Ignacia Franco, Secretaría Nº 3 y a cargo de la Actuaria Abog. Mirtha Isabel Estigarribia, en los autos caratulados MARTA ARIAS DE BURGOS C/ REINALDO BURGOS ENCISO S/DISOLUCIÓN Y LIQUIDACIÓN DE LA COMUNIDAD CONYUGAL, cita y emplaza por quince veces a los que tengan interés en reclamar derechos contra la sociedad Conyugal formada por los esposos MARTA ARIAS DE BURGOS Y REINALDO BURGOS ENCISO, para que en el término de 30 días contados desde la publicación del presente Edicto, comparezcan a deducir sus Acciones bajo: [578, 1163, 746, 1391]
